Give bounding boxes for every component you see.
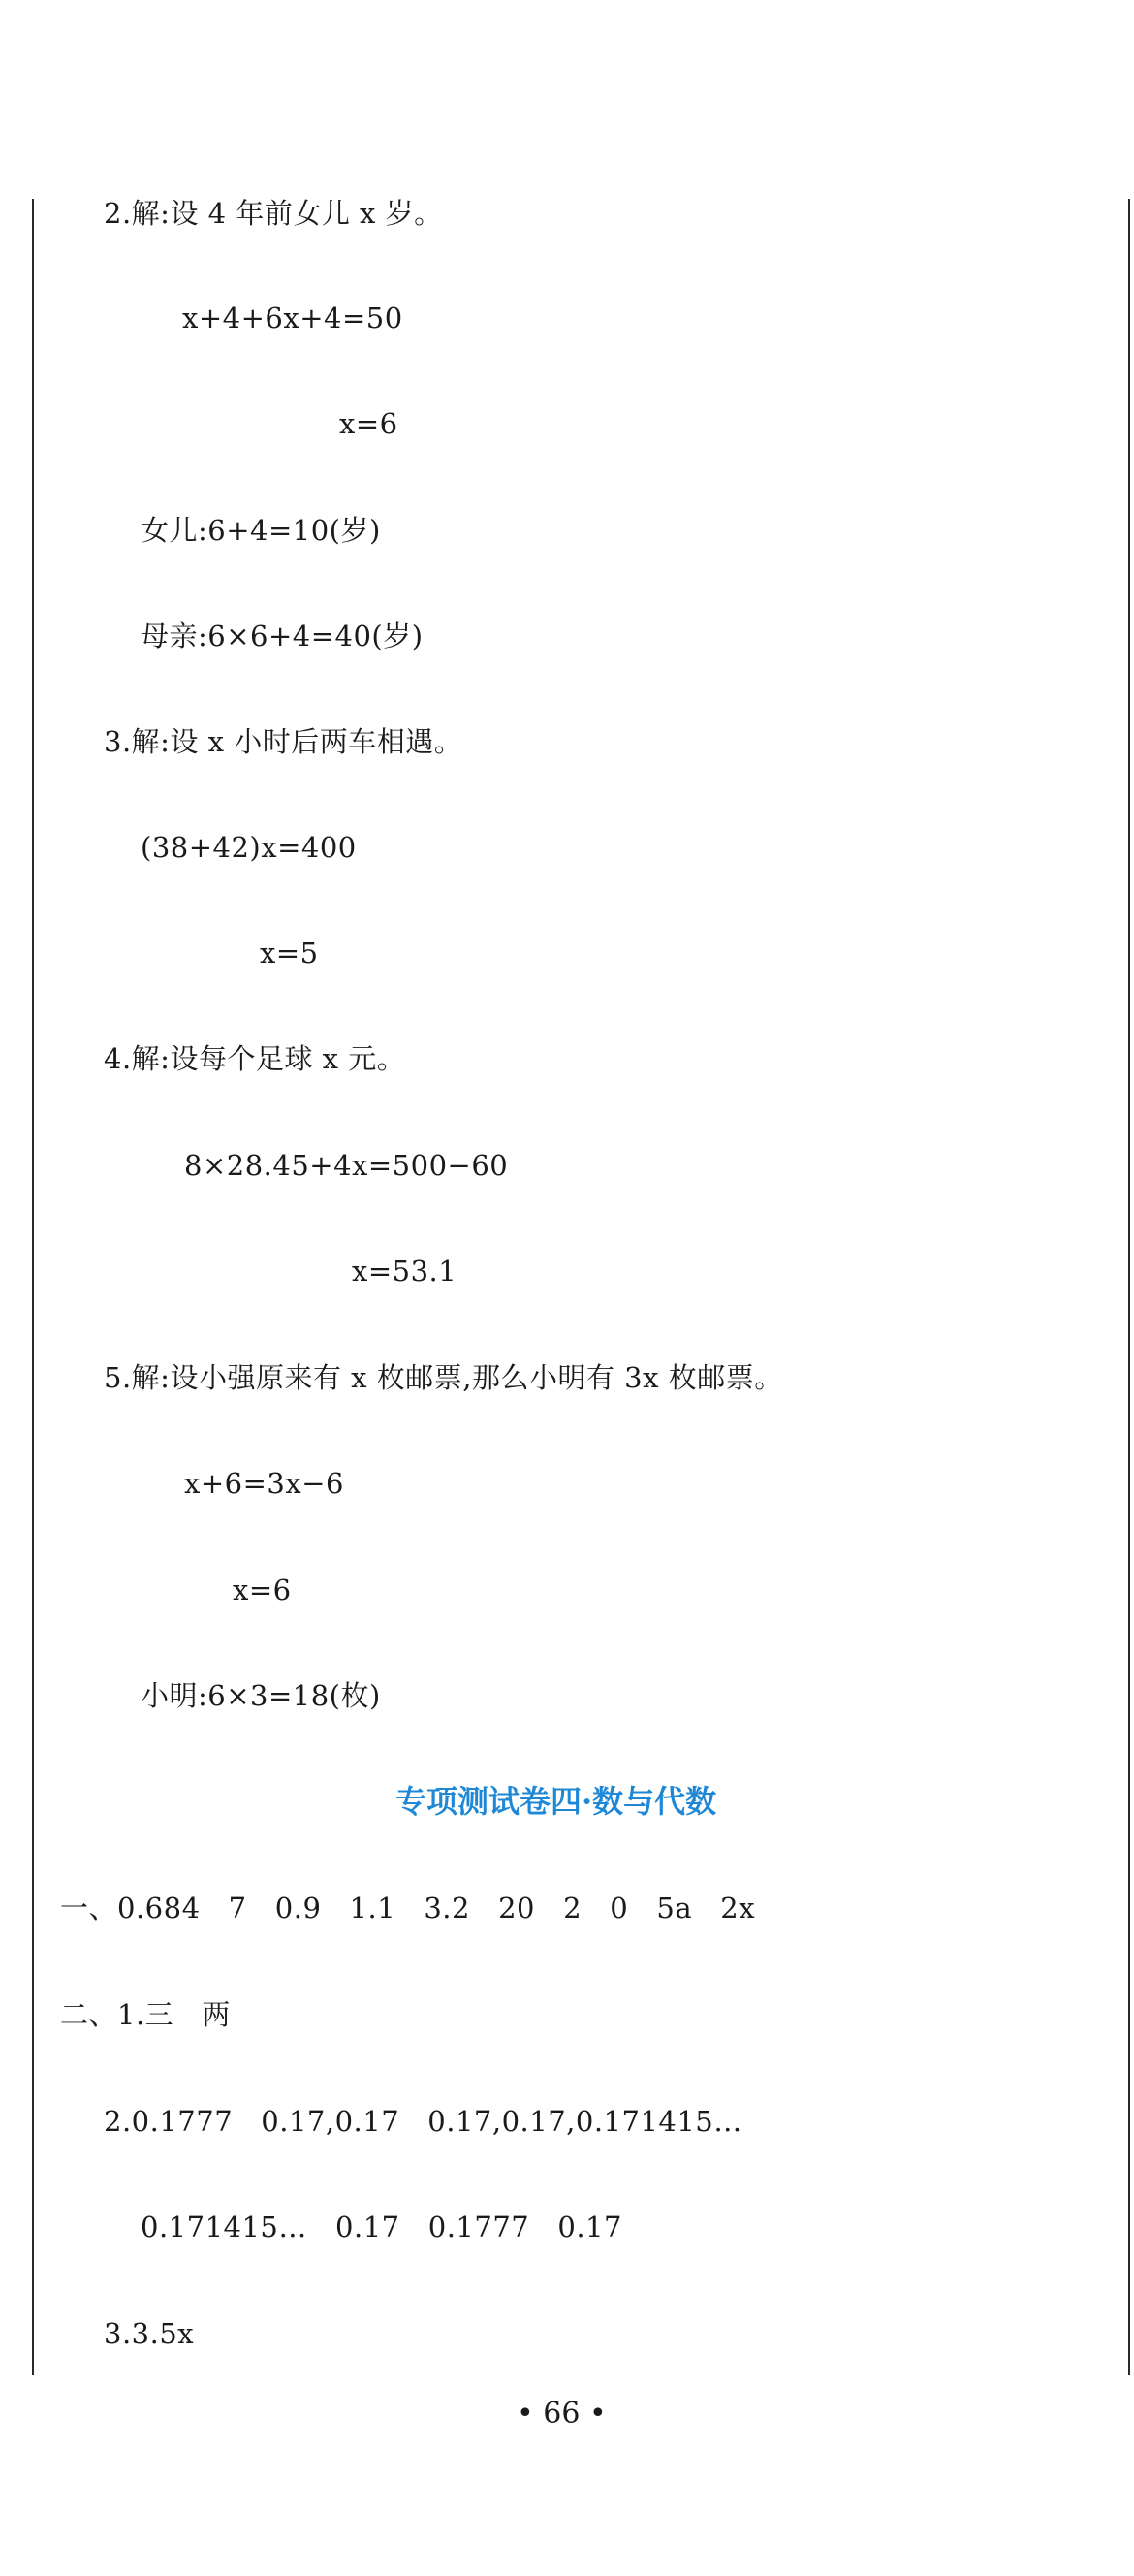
part1-answers: 一、0.684 7 0.9 1.1 3.2 20 2 0 5a 2x xyxy=(60,1892,756,1924)
answer-line: x+6=3x−6 xyxy=(184,1467,344,1500)
answer-line: 3.解:设 x 小时后两车相遇。 xyxy=(104,725,463,758)
answer-line: 小明:6×3=18(枚) xyxy=(141,1679,381,1712)
part2-q3: 3.3.5x xyxy=(104,2317,195,2350)
answer-line: 女儿:6+4=10(岁) xyxy=(141,514,381,547)
answer-line: 2.解:设 4 年前女儿 x 岁。 xyxy=(104,197,443,230)
part2-q1: 二、1.三 两 xyxy=(60,1998,231,2031)
page-number: • 66 • xyxy=(517,2397,607,2431)
part2-q2-line2: 0.171415… 0.17 0.1777 0.17 xyxy=(141,2210,622,2243)
answer-line: x=5 xyxy=(260,937,319,970)
answer-line: x=53.1 xyxy=(352,1255,457,1288)
answer-line: 5.解:设小强原来有 x 枚邮票,那么小明有 3x 枚邮票。 xyxy=(104,1361,783,1394)
answer-line: (38+42)x=400 xyxy=(141,831,357,864)
left-border-line xyxy=(32,199,34,2375)
part2-q2-line1: 2.0.1777 0.17,0.17 0.17,0.17,0.171415… xyxy=(104,2105,742,2138)
answer-line: 4.解:设每个足球 x 元。 xyxy=(104,1042,406,1075)
answer-line: x=6 xyxy=(233,1574,292,1606)
answer-line: x=6 xyxy=(339,407,398,440)
section-title: 专项测试卷四·数与代数 xyxy=(395,1783,717,1820)
answer-line: 8×28.45+4x=500−60 xyxy=(184,1149,509,1182)
answer-line: 母亲:6×6+4=40(岁) xyxy=(141,620,424,652)
answer-line: x+4+6x+4=50 xyxy=(182,302,403,334)
right-border-line xyxy=(1128,199,1130,2375)
